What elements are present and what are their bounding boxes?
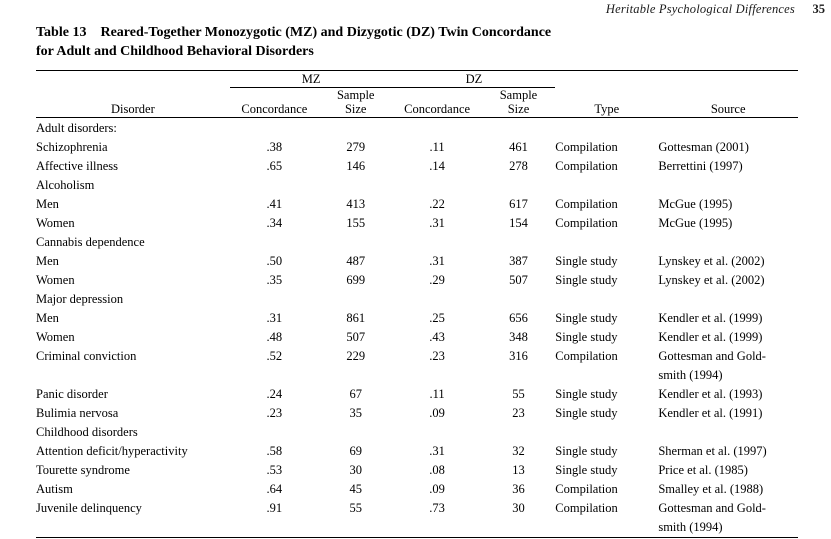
table-row bbox=[36, 404, 798, 423]
cell-mz-sample-size: 69 bbox=[349, 443, 362, 458]
col-header-dz-sample-line2: Size bbox=[507, 102, 530, 117]
cell-mz-sample-size: 279 bbox=[346, 139, 366, 154]
cell-disorder: Men bbox=[36, 310, 59, 325]
cell-dz-sample-size: 30 bbox=[512, 500, 525, 515]
cell-dz-concordance: .31 bbox=[429, 253, 445, 268]
cell-dz-sample-size: 316 bbox=[509, 348, 528, 363]
cell-mz-sample-size: 35 bbox=[349, 405, 362, 420]
cell-mz-sample-size: 699 bbox=[346, 272, 366, 287]
cell-dz-concordance: .25 bbox=[429, 310, 445, 325]
cell-source: Gottesman and Gold- bbox=[658, 500, 766, 515]
cell-mz-concordance: .58 bbox=[266, 443, 283, 458]
table-row bbox=[36, 499, 798, 518]
cell-dz-sample-size: 154 bbox=[509, 215, 528, 230]
cell-mz-concordance: .31 bbox=[266, 310, 283, 325]
cell-mz-sample-size: 487 bbox=[346, 253, 366, 268]
cell-dz-sample-size bbox=[482, 233, 556, 252]
cell-source: Price et al. (1985) bbox=[658, 462, 748, 477]
table-row-continuation bbox=[36, 366, 798, 385]
cell-dz-sample-size: 348 bbox=[509, 329, 528, 344]
cell-mz-concordance: .52 bbox=[266, 348, 283, 363]
cell-dz-sample-size: 617 bbox=[509, 196, 528, 211]
group-header-mz: MZ bbox=[230, 72, 393, 88]
group-header-dz: DZ bbox=[393, 72, 556, 88]
cell-type: Single study bbox=[555, 462, 618, 477]
cell-disorder: Alcoholism bbox=[36, 177, 95, 192]
table-title-line2: for Adult and Childhood Behavioral Disorders bbox=[36, 43, 314, 59]
cell-type: Single study bbox=[555, 443, 618, 458]
cell-type bbox=[555, 423, 658, 442]
cell-mz-sample-size bbox=[319, 423, 393, 442]
cell-mz-concordance: .34 bbox=[266, 215, 283, 230]
table-row bbox=[36, 271, 798, 290]
table-caption bbox=[36, 24, 716, 62]
cell-empty bbox=[36, 518, 230, 538]
cell-empty bbox=[482, 366, 556, 385]
cell-disorder: Panic disorder bbox=[36, 386, 108, 401]
cell-type: Compilation bbox=[555, 215, 618, 230]
cell-dz-concordance: .31 bbox=[429, 215, 445, 230]
cell-empty bbox=[482, 518, 556, 538]
column-header-row bbox=[36, 88, 798, 118]
cell-disorder: Bulimia nervosa bbox=[36, 405, 119, 420]
cell-source bbox=[658, 119, 798, 138]
cell-disorder: Women bbox=[36, 329, 75, 344]
cell-source: Berrettini (1997) bbox=[658, 158, 743, 173]
group-header-spacer-type bbox=[555, 72, 658, 88]
cell-dz-sample-size: 32 bbox=[512, 443, 525, 458]
cell-empty bbox=[230, 518, 319, 538]
cell-dz-concordance: .11 bbox=[429, 386, 445, 401]
cell-type bbox=[555, 176, 658, 195]
table-label: Table 13 bbox=[36, 25, 87, 40]
cell-mz-sample-size bbox=[319, 119, 393, 138]
cell-source: McGue (1995) bbox=[658, 196, 733, 211]
cell-dz-concordance: .43 bbox=[429, 329, 445, 344]
cell-disorder: Affective illness bbox=[36, 158, 119, 173]
table-row bbox=[36, 347, 798, 366]
cell-disorder: Adult disorders: bbox=[36, 120, 117, 135]
cell-mz-sample-size: 146 bbox=[346, 158, 366, 173]
cell-disorder: Tourette syndrome bbox=[36, 462, 130, 477]
col-header-mz-sample-line2: Size bbox=[344, 102, 367, 117]
cell-mz-concordance: .91 bbox=[266, 500, 283, 515]
page-number: 35 bbox=[812, 2, 825, 16]
cell-source-continuation: smith (1994) bbox=[658, 367, 723, 382]
cell-empty bbox=[319, 366, 393, 385]
cell-mz-sample-size: 861 bbox=[346, 310, 366, 325]
cell-mz-concordance bbox=[230, 119, 319, 138]
cell-disorder: Women bbox=[36, 215, 75, 230]
group-header-spacer bbox=[36, 72, 230, 88]
table-row bbox=[36, 195, 798, 214]
cell-dz-concordance bbox=[393, 290, 482, 309]
cell-mz-sample-size: 67 bbox=[349, 386, 362, 401]
cell-type: Compilation bbox=[555, 348, 618, 363]
table-row-continuation bbox=[36, 518, 798, 538]
cell-mz-concordance bbox=[230, 290, 319, 309]
cell-type bbox=[555, 290, 658, 309]
table-body bbox=[36, 119, 798, 538]
cell-mz-sample-size: 413 bbox=[346, 196, 366, 211]
table-row bbox=[36, 442, 798, 461]
cell-dz-sample-size: 36 bbox=[512, 481, 525, 496]
cell-dz-concordance: .23 bbox=[429, 348, 445, 363]
cell-mz-concordance: .23 bbox=[266, 405, 283, 420]
cell-disorder: Cannabis dependence bbox=[36, 234, 145, 249]
cell-empty bbox=[36, 366, 230, 385]
cell-type: Compilation bbox=[555, 139, 618, 154]
table-row bbox=[36, 328, 798, 347]
cell-dz-sample-size: 278 bbox=[509, 158, 528, 173]
col-header-dz-sample-line1: Sample bbox=[499, 88, 538, 102]
cell-source: Kendler et al. (1993) bbox=[658, 386, 763, 401]
cell-mz-sample-size: 229 bbox=[346, 348, 366, 363]
cell-mz-concordance: .50 bbox=[266, 253, 283, 268]
cell-type: Compilation bbox=[555, 158, 618, 173]
col-header-source: Source bbox=[710, 102, 746, 117]
cell-disorder: Attention deficit/hyperactivity bbox=[36, 443, 188, 458]
cell-disorder: Autism bbox=[36, 481, 73, 496]
cell-dz-sample-size bbox=[482, 176, 556, 195]
cell-source: Sherman et al. (1997) bbox=[658, 443, 767, 458]
cell-disorder: Women bbox=[36, 272, 75, 287]
cell-dz-sample-size: 461 bbox=[509, 139, 528, 154]
cell-type: Single study bbox=[555, 329, 618, 344]
cell-dz-concordance: .29 bbox=[429, 272, 445, 287]
cell-dz-concordance: .31 bbox=[429, 443, 445, 458]
cell-source: Smalley et al. (1988) bbox=[658, 481, 764, 496]
cell-mz-sample-size bbox=[319, 176, 393, 195]
cell-source: Kendler et al. (1999) bbox=[658, 329, 763, 344]
cell-mz-sample-size bbox=[319, 290, 393, 309]
cell-mz-concordance: .64 bbox=[266, 481, 283, 496]
cell-mz-concordance: .24 bbox=[266, 386, 283, 401]
table-row bbox=[36, 385, 798, 404]
cell-type: Compilation bbox=[555, 481, 618, 496]
cell-dz-sample-size: 13 bbox=[512, 462, 525, 477]
cell-mz-sample-size: 507 bbox=[346, 329, 366, 344]
cell-source bbox=[658, 233, 798, 252]
cell-disorder: Criminal conviction bbox=[36, 348, 137, 363]
cell-source: Gottesman and Gold- bbox=[658, 348, 766, 363]
table-row bbox=[36, 138, 798, 157]
cell-type bbox=[555, 119, 658, 138]
table-title-line1: Reared-Together Monozygotic (MZ) and Dizygotic (DZ) Twin Concordance bbox=[100, 25, 552, 40]
cell-disorder: Schizophrenia bbox=[36, 139, 108, 154]
cell-disorder: Men bbox=[36, 253, 59, 268]
cell-type: Compilation bbox=[555, 196, 618, 211]
table-row bbox=[36, 423, 798, 442]
col-header-mz-sample-size bbox=[319, 88, 393, 118]
group-header-spacer-source bbox=[658, 72, 798, 88]
col-header-dz-concordance: Concordance bbox=[404, 102, 471, 117]
cell-empty bbox=[555, 366, 658, 385]
cell-source bbox=[658, 176, 798, 195]
cell-type: Single study bbox=[555, 405, 618, 420]
col-header-disorder: Disorder bbox=[111, 102, 155, 117]
table-row bbox=[36, 176, 798, 195]
cell-mz-sample-size: 55 bbox=[349, 500, 362, 515]
cell-source: McGue (1995) bbox=[658, 215, 733, 230]
cell-disorder: Juvenile delinquency bbox=[36, 500, 142, 515]
cell-disorder: Men bbox=[36, 196, 59, 211]
table-row bbox=[36, 119, 798, 138]
cell-dz-sample-size: 23 bbox=[512, 405, 525, 420]
cell-type: Single study bbox=[555, 253, 618, 268]
cell-type: Single study bbox=[555, 310, 618, 325]
cell-mz-concordance: .41 bbox=[266, 196, 283, 211]
table-row bbox=[36, 480, 798, 499]
table-header bbox=[36, 71, 798, 119]
cell-mz-concordance: .48 bbox=[266, 329, 283, 344]
concordance-table bbox=[36, 70, 798, 539]
cell-type bbox=[555, 233, 658, 252]
cell-dz-sample-size bbox=[482, 119, 556, 138]
cell-dz-sample-size: 507 bbox=[509, 272, 528, 287]
cell-dz-sample-size: 55 bbox=[512, 386, 525, 401]
cell-mz-concordance: .35 bbox=[266, 272, 283, 287]
cell-dz-concordance: .11 bbox=[429, 139, 445, 154]
cell-dz-concordance: .08 bbox=[429, 462, 445, 477]
cell-empty bbox=[230, 366, 319, 385]
cell-dz-concordance bbox=[393, 233, 482, 252]
cell-empty bbox=[393, 366, 482, 385]
group-header-row bbox=[36, 72, 798, 88]
table-row bbox=[36, 309, 798, 328]
cell-mz-concordance bbox=[230, 423, 319, 442]
cell-disorder: Major depression bbox=[36, 291, 124, 306]
cell-mz-sample-size bbox=[319, 233, 393, 252]
cell-mz-concordance: .53 bbox=[266, 462, 283, 477]
col-header-type: Type bbox=[594, 102, 620, 117]
cell-source: Kendler et al. (1991) bbox=[658, 405, 763, 420]
cell-type: Single study bbox=[555, 272, 618, 287]
cell-dz-concordance bbox=[393, 119, 482, 138]
cell-mz-concordance: .38 bbox=[266, 139, 283, 154]
cell-type: Single study bbox=[555, 386, 618, 401]
cell-dz-concordance: .09 bbox=[429, 405, 445, 420]
cell-mz-concordance bbox=[230, 176, 319, 195]
cell-source bbox=[658, 290, 798, 309]
col-header-mz-concordance: Concordance bbox=[241, 102, 308, 117]
table-row bbox=[36, 461, 798, 480]
cell-source: Lynskey et al. (2002) bbox=[658, 272, 765, 287]
cell-dz-concordance: .73 bbox=[429, 500, 445, 515]
cell-source-continuation: smith (1994) bbox=[658, 519, 723, 534]
cell-dz-concordance bbox=[393, 423, 482, 442]
running-head: Heritable Psychological Differences bbox=[605, 2, 795, 16]
col-header-dz-sample-size bbox=[482, 88, 556, 118]
cell-dz-concordance bbox=[393, 176, 482, 195]
cell-mz-sample-size: 30 bbox=[349, 462, 362, 477]
cell-mz-concordance bbox=[230, 233, 319, 252]
table-row bbox=[36, 157, 798, 176]
table-row bbox=[36, 233, 798, 252]
cell-dz-concordance: .14 bbox=[429, 158, 445, 173]
cell-dz-sample-size: 387 bbox=[509, 253, 528, 268]
cell-empty bbox=[319, 518, 393, 538]
cell-disorder: Childhood disorders bbox=[36, 424, 138, 439]
cell-dz-sample-size: 656 bbox=[509, 310, 528, 325]
col-header-mz-sample-line1: Sample bbox=[336, 88, 375, 102]
cell-source: Gottesman (2001) bbox=[658, 139, 749, 154]
table-row bbox=[36, 252, 798, 271]
cell-source: Lynskey et al. (2002) bbox=[658, 253, 765, 268]
cell-mz-sample-size: 155 bbox=[346, 215, 366, 230]
cell-dz-sample-size bbox=[482, 423, 556, 442]
table-row bbox=[36, 290, 798, 309]
table-row bbox=[36, 214, 798, 233]
cell-dz-concordance: .09 bbox=[429, 481, 445, 496]
cell-dz-sample-size bbox=[482, 290, 556, 309]
cell-empty bbox=[393, 518, 482, 538]
cell-source bbox=[658, 423, 798, 442]
cell-mz-sample-size: 45 bbox=[349, 481, 362, 496]
cell-dz-concordance: .22 bbox=[429, 196, 445, 211]
cell-mz-concordance: .65 bbox=[266, 158, 283, 173]
cell-empty bbox=[555, 518, 658, 538]
cell-source: Kendler et al. (1999) bbox=[658, 310, 763, 325]
cell-type: Compilation bbox=[555, 500, 618, 515]
